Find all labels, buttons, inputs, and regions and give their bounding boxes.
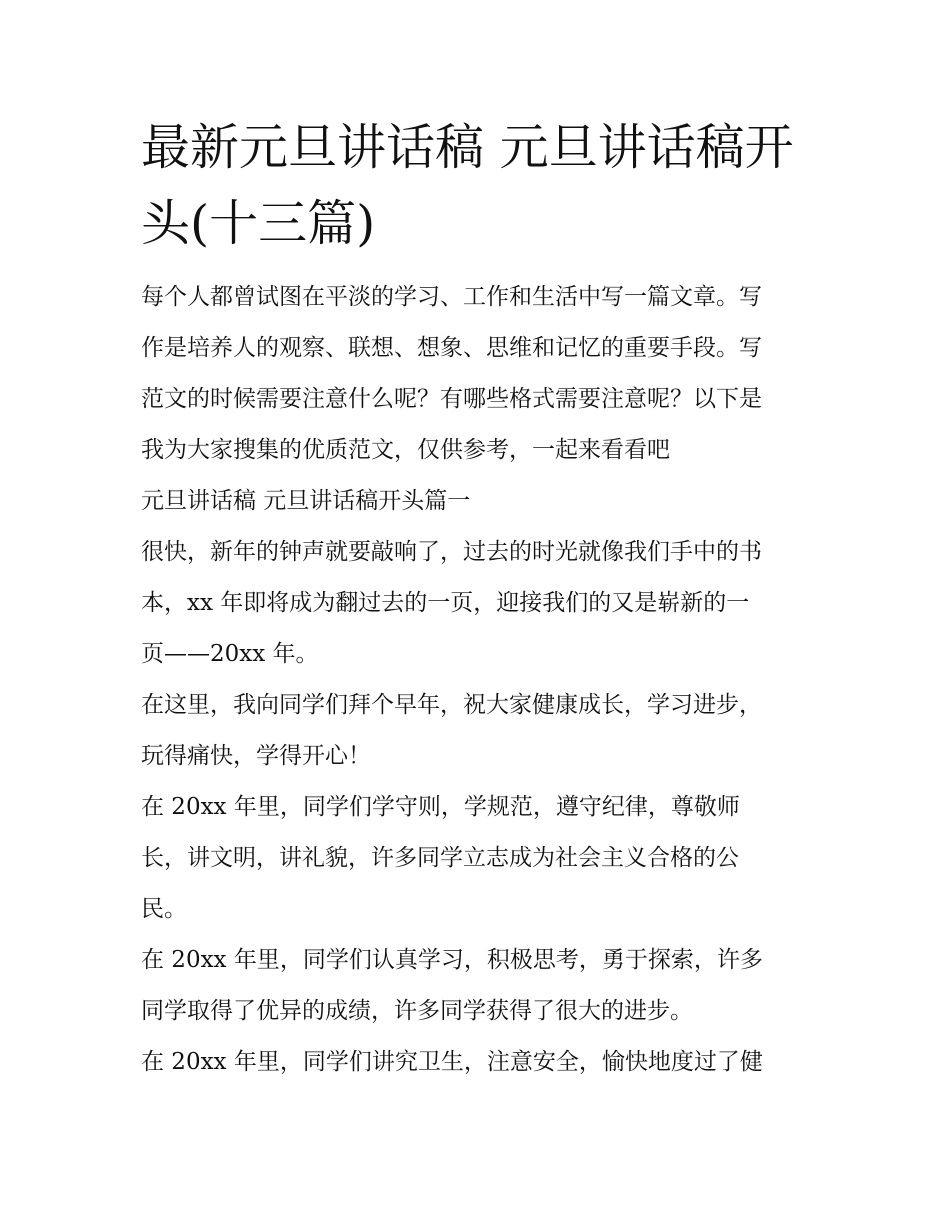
body-line: 我为大家搜集的优质范文，仅供参考，一起来看看吧 (141, 437, 670, 463)
body-line: 本，xx 年即将成为翻过去的一页，迎接我们的又是崭新的一 (141, 590, 750, 616)
body-line: 在这里，我向同学们拜个早年，祝大家健康成长，学习进步， (141, 692, 762, 718)
body-line: 作是培养人的观察、联想、想象、思维和记忆的重要手段。写 (141, 335, 762, 361)
body-line: 民。 (141, 896, 187, 922)
body-line: 在 20xx 年里，同学们讲究卫生，注意安全，愉快地度过了健 (141, 1049, 763, 1075)
title-line-2: 头(十三篇) (141, 195, 376, 252)
body-line: 每个人都曾试图在平淡的学习、工作和生活中写一篇文章。写 (141, 284, 762, 310)
document-title (141, 110, 821, 262)
body-line: 在 20xx 年里，同学们学守则，学规范，遵守纪律，尊敬师 (141, 794, 740, 820)
section-heading: 元旦讲话稿 元旦讲话稿开头篇一 (141, 488, 471, 514)
title-line-1: 最新元旦讲话稿 元旦讲话稿开 (141, 119, 794, 176)
body-line: 同学取得了优异的成绩，许多同学获得了很大的进步。 (141, 998, 693, 1024)
body-line: 范文的时候需要注意什么呢？有哪些格式需要注意呢？以下是 (141, 386, 762, 412)
body-line: 玩得痛快，学得开心！ (141, 743, 371, 769)
document-body (141, 272, 821, 1088)
body-line: 长，讲文明，讲礼貌，许多同学立志成为社会主义合格的公 (141, 845, 739, 871)
body-line: 在 20xx 年里，同学们认真学习，积极思考，勇于探索，许多 (141, 947, 763, 973)
body-line: 页——20xx 年。 (141, 641, 319, 667)
document-content (141, 110, 821, 1088)
body-line: 很快，新年的钟声就要敲响了，过去的时光就像我们手中的书 (141, 539, 762, 565)
